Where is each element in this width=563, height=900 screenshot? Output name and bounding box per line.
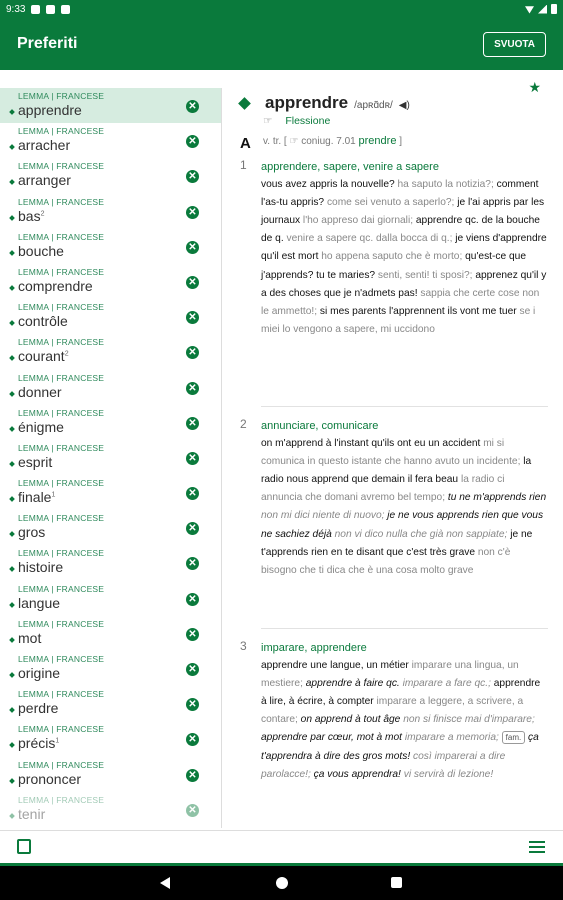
lemma-kicker: LEMMA | FRANCESE	[18, 794, 105, 805]
italian-translation: ho appena saputo che è morto;	[318, 251, 466, 263]
italian-translation: non c'è bisogno che ti dica che è una cosa molto grave	[261, 546, 511, 576]
lemma-kicker: LEMMA | FRANCESE	[18, 372, 105, 383]
remove-favorite-icon[interactable]: ✕	[186, 452, 199, 465]
lemma-text: donner	[18, 383, 62, 400]
diamond-icon	[9, 391, 15, 397]
diamond-icon	[9, 215, 15, 221]
sd-card-icon	[61, 5, 70, 14]
lemma-kicker: LEMMA | FRANCESE	[18, 618, 105, 629]
favorite-item[interactable]	[0, 405, 221, 440]
sense-divider	[261, 406, 548, 407]
sense-divider	[261, 628, 548, 629]
menu-icon[interactable]	[529, 841, 545, 853]
sense-block	[240, 417, 548, 580]
sense-block	[240, 158, 548, 339]
french-example: la radio nous apprend que demain il fera beau	[261, 456, 532, 486]
italian-translation: non si finisce mai d'imparare;	[400, 714, 535, 726]
lemma-text: finale	[18, 489, 52, 506]
french-example: ça t'apprendra à dire des gros mots!	[261, 732, 539, 762]
lemma-kicker: LEMMA | FRANCESE	[18, 513, 105, 524]
lemma-text: tenir	[18, 805, 46, 822]
diamond-icon	[9, 109, 15, 115]
lemma-text: bouche	[18, 242, 64, 259]
grammar-line	[263, 135, 402, 147]
sense-number: 2	[240, 417, 247, 431]
diamond-icon	[9, 496, 15, 502]
app-bar	[0, 18, 563, 70]
remove-favorite-icon[interactable]: ✕	[186, 135, 199, 148]
lemma-kicker: LEMMA | FRANCESE	[18, 407, 105, 418]
italian-translation: mi si comunica in questo istante che hanno avuto un incidente;	[261, 438, 524, 468]
pointing-hand-icon: ☞	[263, 115, 273, 127]
remove-favorite-icon[interactable]: ✕	[186, 346, 199, 359]
recent-apps-icon[interactable]	[391, 877, 402, 888]
sense-body	[261, 417, 548, 580]
diamond-icon	[238, 97, 251, 110]
italian-translation: non mi dici niente di nuovo;	[261, 510, 388, 522]
remove-favorite-icon[interactable]: ✕	[186, 769, 199, 782]
entry-header	[240, 93, 410, 113]
french-example: vous avez appris la nouvelle?	[261, 179, 395, 191]
lemma-text: apprendre	[18, 102, 82, 118]
lemma-kicker: LEMMA | FRANCESE	[18, 689, 105, 700]
sense-number: 1	[240, 158, 247, 172]
remove-favorite-icon[interactable]: ✕	[186, 628, 199, 641]
remove-favorite-icon[interactable]: ✕	[186, 522, 199, 535]
diamond-icon	[9, 778, 15, 784]
italian-translation: senti, senti! ti sposi?;	[375, 269, 476, 281]
lemma-text: mot	[18, 629, 42, 646]
italian-translation: così imparerai a dire parolacce!;	[261, 750, 506, 780]
remove-favorite-icon[interactable]: ✕	[186, 487, 199, 500]
lemma-text: histoire	[18, 559, 64, 576]
lemma-kicker: LEMMA | FRANCESE	[18, 126, 105, 137]
diamond-icon	[9, 672, 15, 678]
diamond-icon	[9, 355, 15, 361]
favorite-item[interactable]	[0, 792, 221, 827]
diamond-icon	[9, 180, 15, 186]
lemma-text: gros	[18, 524, 46, 541]
lemma-kicker: LEMMA | FRANCESE	[18, 724, 105, 735]
lemma-kicker: LEMMA | FRANCESE	[18, 302, 105, 313]
french-example: tu ne m'apprends rien	[447, 492, 547, 504]
diamond-icon	[9, 567, 15, 573]
favorite-item[interactable]	[0, 545, 221, 580]
diamond-icon	[9, 426, 15, 432]
favorite-item[interactable]	[0, 158, 221, 193]
lemma-text: contrôle	[18, 313, 68, 330]
remove-favorite-icon[interactable]: ✕	[186, 663, 199, 676]
favorite-item[interactable]	[0, 475, 221, 510]
italian-translation: venire a sapere qc. dalla bocca di q.;	[283, 233, 456, 245]
remove-favorite-icon[interactable]: ✕	[186, 241, 199, 254]
favorite-item[interactable]	[0, 757, 221, 792]
home-icon[interactable]	[276, 877, 288, 889]
inflection-label: Flessione	[285, 115, 331, 127]
remove-favorite-icon[interactable]: ✕	[186, 733, 199, 746]
lemma-kicker: LEMMA | FRANCESE	[18, 231, 105, 242]
french-example: je ne vous apprends rien que vous ne sachiez déjà	[261, 510, 544, 540]
bracket-close: ]	[399, 136, 403, 147]
entry-panel	[223, 75, 563, 830]
remove-favorite-icon[interactable]: ✕	[186, 206, 199, 219]
favorite-item[interactable]	[0, 581, 221, 616]
italian-translation: imparare una lingua, un mestiere;	[261, 660, 519, 690]
lemma-kicker: LEMMA | FRANCESE	[18, 654, 105, 664]
favorite-item[interactable]	[0, 194, 221, 229]
diamond-icon	[9, 285, 15, 291]
homograph-number: 1	[51, 491, 56, 499]
french-example: je l'ai appris par les journaux	[261, 197, 545, 227]
diamond-icon	[9, 461, 15, 467]
diamond-icon	[9, 250, 15, 256]
italian-translation: imparare a memoria;	[402, 732, 502, 744]
diamond-icon	[9, 531, 15, 537]
italian-translation: non vi dico nulla che già non sappiate;	[331, 528, 511, 540]
italian-translation: imparare a fare qc.;	[399, 678, 494, 690]
lemma-kicker: LEMMA | FRANCESE	[18, 91, 105, 101]
favorite-item[interactable]	[0, 721, 221, 756]
remove-favorite-icon[interactable]: ✕	[186, 557, 199, 570]
french-example: comment l'as-tu appris?	[261, 179, 539, 209]
sense-body	[261, 158, 548, 339]
export-list-icon[interactable]	[17, 839, 31, 854]
remove-favorite-icon[interactable]: ✕	[186, 593, 199, 606]
lemma-text: arracher	[18, 137, 71, 154]
lemma-text: précis	[18, 735, 56, 752]
lemma-kicker: LEMMA | FRANCESE	[18, 478, 105, 489]
clear-favorites-button[interactable]: SVUOTA	[483, 32, 546, 57]
favorite-item[interactable]	[0, 299, 221, 334]
remove-favorite-icon[interactable]: ✕	[186, 276, 199, 289]
bottom-bar	[0, 830, 563, 863]
remove-favorite-icon[interactable]: ✕	[186, 382, 199, 395]
sense-block	[240, 639, 548, 784]
italian-translation: imparare a leggere, a scrivere, a contare;	[261, 696, 524, 726]
favorite-item[interactable]	[0, 123, 221, 158]
lemma-kicker: LEMMA | FRANCESE	[18, 337, 105, 348]
lemma-text: langue	[18, 594, 61, 611]
lemma-text: comprendre	[18, 277, 93, 294]
status-time: 9:33	[6, 3, 26, 15]
remove-favorite-icon[interactable]: ✕	[186, 698, 199, 711]
remove-favorite-icon[interactable]: ✕	[186, 804, 199, 817]
phonetic-transcription: /apʀɑ̃dʀ/	[354, 100, 393, 111]
french-example: ça vous apprendra!	[313, 768, 401, 780]
lemma-text: bas	[18, 207, 41, 224]
favorite-item[interactable]	[0, 510, 221, 545]
favorite-item[interactable]	[0, 616, 221, 651]
diamond-icon	[9, 602, 15, 608]
battery-icon	[551, 4, 557, 14]
lemma-kicker: LEMMA | FRANCESE	[18, 196, 105, 207]
lemma-kicker: LEMMA | FRANCESE	[18, 266, 105, 277]
lemma-kicker: LEMMA | FRANCESE	[18, 583, 105, 594]
grammar-section-letter: A	[240, 135, 251, 152]
french-example: on apprend à tout âge	[300, 714, 401, 726]
italian-translation: se i miei lo vengono a sapere, mi uccidono	[261, 305, 536, 335]
italian-translation: ha saputo la notizia?;	[394, 179, 497, 191]
lemma-text: origine	[18, 665, 61, 681]
sense-heading: imparare, apprendere	[261, 642, 367, 654]
french-example: apprendre qc. de la bouche de q.	[261, 215, 540, 245]
lemma-text: perdre	[18, 700, 59, 717]
conjugation-label: coniug. 7.01	[301, 136, 356, 147]
sense-heading: apprendere, sapere, venire a sapere	[261, 161, 439, 173]
lemma-text: arranger	[18, 172, 71, 189]
diamond-icon	[9, 320, 15, 326]
italian-translation: come sei venuto a saperlo?;	[324, 197, 458, 209]
french-example: apprendre par cœur, mot à mot	[261, 732, 402, 744]
lemma-text: énigme	[18, 418, 64, 435]
entry-headword: apprendre	[265, 93, 349, 112]
diamond-icon	[9, 144, 15, 150]
sense-body	[261, 639, 548, 784]
diamond-icon	[9, 743, 15, 749]
page-title: Preferiti	[17, 35, 78, 52]
italian-translation: la radio ci annuncia che domani avremo bel tempo;	[261, 474, 505, 504]
lemma-text: courant	[18, 348, 65, 365]
french-example: je ne t'apprends rien en te disant que c'est très grave	[261, 528, 533, 558]
lemma-kicker: LEMMA | FRANCESE	[18, 442, 105, 453]
french-example: je viens d'apprendre qu'il est mort	[261, 233, 547, 263]
favorite-item[interactable]	[0, 229, 221, 264]
remove-favorite-icon[interactable]: ✕	[186, 417, 199, 430]
remove-favorite-icon[interactable]: ✕	[186, 311, 199, 324]
remove-favorite-icon[interactable]: ✕	[186, 100, 199, 113]
signal-icon	[538, 5, 547, 14]
wifi-icon	[525, 5, 534, 14]
french-example: on m'apprend à l'instant qu'ils ont eu un accident	[261, 438, 481, 450]
status-bar	[0, 0, 563, 18]
lemma-kicker: LEMMA | FRANCESE	[18, 759, 105, 770]
conjugation-link[interactable]: prendre	[358, 135, 397, 147]
french-example: apprenez qu'il y a des choses que je n'admets pas!	[261, 269, 547, 299]
lemma-kicker: LEMMA | FRANCESE	[18, 548, 105, 559]
inflection-link[interactable]	[263, 115, 330, 127]
french-example: si mes parents l'apprennent ils vont me tuer	[319, 305, 517, 317]
register-tag: fam.	[502, 731, 526, 744]
lemma-text: esprit	[18, 453, 53, 470]
favorite-item[interactable]	[0, 686, 221, 721]
favorite-item[interactable]	[0, 651, 221, 686]
homograph-number: 2	[40, 209, 45, 217]
star-icon[interactable]: ★	[528, 79, 541, 95]
favorite-item[interactable]	[0, 370, 221, 405]
italian-translation: l'ho appreso dai giornali;	[300, 215, 416, 227]
part-of-speech: v. tr. [	[263, 136, 287, 147]
diamond-icon	[9, 707, 15, 713]
diamond-icon	[9, 637, 15, 643]
favorite-item[interactable]	[0, 334, 221, 369]
notification-icon	[46, 5, 55, 14]
italian-translation: sappia che certe cose non le ammetto!;	[261, 287, 540, 317]
french-example: apprendre une langue, un métier	[261, 660, 409, 672]
homograph-number: 1	[55, 737, 60, 745]
notification-icon	[31, 5, 40, 14]
sense-number: 3	[240, 639, 247, 653]
lemma-text: prononcer	[18, 770, 82, 787]
favorite-item[interactable]	[0, 440, 221, 475]
system-navigation-bar	[0, 866, 563, 900]
remove-favorite-icon[interactable]: ✕	[186, 170, 199, 183]
diamond-icon	[9, 813, 15, 819]
favorites-list[interactable]	[0, 88, 222, 828]
favorite-item[interactable]	[0, 264, 221, 299]
speaker-icon[interactable]: ◀)	[398, 100, 410, 111]
italian-translation: vi servirà di lezione!	[400, 768, 494, 780]
back-icon[interactable]	[160, 877, 170, 889]
favorite-item[interactable]	[0, 88, 221, 123]
french-example: apprendre à faire qc.	[305, 678, 400, 690]
sense-heading: annunciare, comunicare	[261, 420, 379, 432]
pointing-hand-icon: ☞	[289, 136, 299, 147]
lemma-kicker: LEMMA | FRANCESE	[18, 161, 105, 172]
french-example: qu'est-ce que j'apprends? tu te maries?	[261, 251, 526, 281]
french-example: apprendre à lire, à écrire, à compter	[261, 678, 541, 708]
homograph-number: 2	[64, 350, 69, 358]
